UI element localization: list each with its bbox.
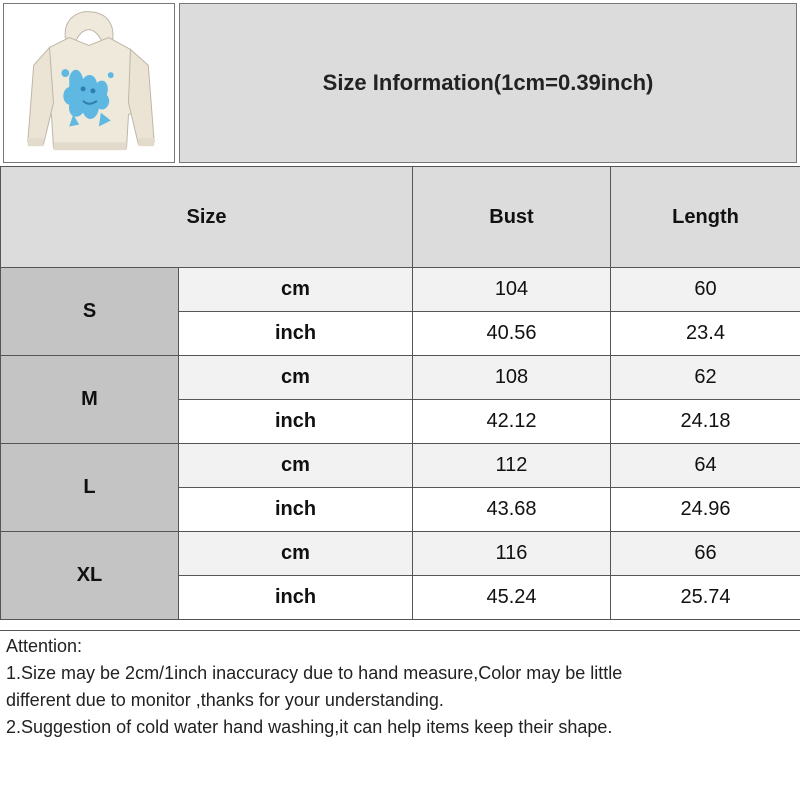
length-value: 64 — [611, 444, 800, 488]
size-label-m: M — [1, 356, 179, 444]
size-label-s: S — [1, 268, 179, 356]
size-table — [0, 166, 800, 620]
unit-label: cm — [179, 532, 413, 576]
table-row — [1, 444, 800, 488]
notes-heading: Attention: — [6, 636, 83, 656]
size-label-l: L — [1, 444, 179, 532]
hoodie-illustration — [4, 4, 174, 162]
note-line-1: 1.Size may be 2cm/1inch inaccuracy due to hand measure,Color may be little — [6, 663, 623, 683]
table-header-row — [1, 167, 800, 268]
unit-label: cm — [179, 444, 413, 488]
bust-value: 40.56 — [413, 312, 611, 356]
header-row — [0, 0, 800, 166]
size-column-header: Size — [1, 167, 413, 268]
unit-label: inch — [179, 576, 413, 620]
size-label-xl: XL — [1, 532, 179, 620]
note-line-1-continued: different due to monitor ,thanks for your understanding. — [6, 690, 444, 710]
length-column-header: Length — [611, 167, 800, 268]
length-value: 25.74 — [611, 576, 800, 620]
bust-value: 43.68 — [413, 488, 611, 532]
table-row — [1, 268, 800, 312]
bust-value: 104 — [413, 268, 611, 312]
table-row — [1, 532, 800, 576]
bust-value: 108 — [413, 356, 611, 400]
bust-column-header: Bust — [413, 167, 611, 268]
length-value: 66 — [611, 532, 800, 576]
product-image — [3, 3, 175, 163]
bust-value: 42.12 — [413, 400, 611, 444]
length-value: 60 — [611, 268, 800, 312]
unit-label: inch — [179, 312, 413, 356]
length-value: 62 — [611, 356, 800, 400]
bust-value: 116 — [413, 532, 611, 576]
table-row — [1, 356, 800, 400]
unit-label: cm — [179, 268, 413, 312]
size-info-title: Size Information(1cm=0.39inch) — [179, 3, 797, 163]
length-value: 24.96 — [611, 488, 800, 532]
length-value: 24.18 — [611, 400, 800, 444]
unit-label: inch — [179, 400, 413, 444]
bust-value: 112 — [413, 444, 611, 488]
length-value: 23.4 — [611, 312, 800, 356]
note-line-2: 2.Suggestion of cold water hand washing,it can help items keep their shape. — [6, 717, 613, 737]
attention-notes — [0, 630, 800, 800]
bust-value: 45.24 — [413, 576, 611, 620]
unit-label: cm — [179, 356, 413, 400]
unit-label: inch — [179, 488, 413, 532]
